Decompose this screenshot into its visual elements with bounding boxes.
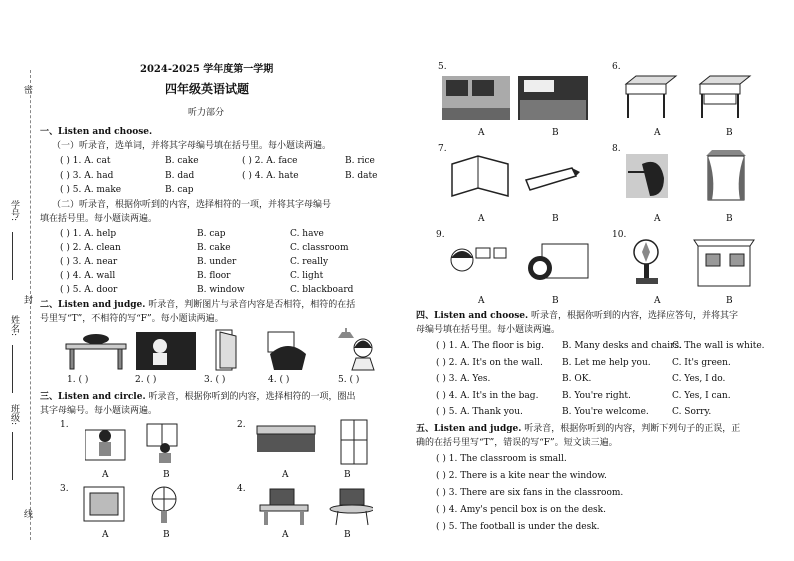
- s1-r5-a: ( ) 5. A. door: [60, 285, 118, 295]
- s1-heading: 一、Listen and choose.: [40, 127, 153, 137]
- s4-r5-a: ( ) 5. A. Thank you.: [436, 407, 523, 417]
- s2-instr2: 号里写“T”，不相符的写“F”。每小题读两遍。: [40, 314, 224, 324]
- exam-subtitle: 听力部分: [188, 108, 225, 118]
- s5-instr1: 听录音，根据你听到的内容，判断下列句子的正误，正: [524, 424, 741, 434]
- s1-q4: ( ) 4. A. hate: [242, 171, 299, 181]
- s1-r4-b: B. floor: [197, 271, 231, 281]
- s5-r4: ( ) 4. Amy's pencil box is on the desk.: [436, 505, 606, 515]
- door-picture: [216, 330, 236, 370]
- s1-r5-c: C. blackboard: [290, 285, 354, 295]
- margin-mi: 密: [24, 86, 34, 96]
- q6-num: 6.: [612, 62, 621, 72]
- s2-pictures: [58, 328, 398, 372]
- s1-q5-b: B. cap: [165, 185, 194, 195]
- s4-r3-a: ( ) 3. A. Yes.: [436, 374, 491, 384]
- s5-heading: 五、Listen and judge.: [416, 424, 522, 434]
- s3-q3-num: 3.: [60, 484, 69, 494]
- s1-q4-b: B. date: [345, 171, 378, 181]
- s3-heading: 三、Listen and circle.: [40, 392, 146, 402]
- s1-r2-c: C. classroom: [290, 243, 349, 253]
- s4-r5-c: C. Sorry.: [672, 407, 712, 417]
- s2-line1: [40, 300, 355, 311]
- s4-r1-a: ( ) 1. A. The floor is big.: [436, 341, 545, 351]
- q9-a[interactable]: A: [478, 296, 485, 306]
- class-line: [12, 432, 13, 480]
- s3-q3-b[interactable]: B: [163, 530, 170, 540]
- s1-r4-a: ( ) 4. A. wall: [60, 271, 116, 281]
- q8-a[interactable]: A: [654, 214, 661, 224]
- s1-q2-b: B. rice: [345, 156, 375, 166]
- s3-q4-pictures: [258, 485, 373, 527]
- q7-b[interactable]: B: [552, 214, 559, 224]
- s3-q4-a[interactable]: A: [282, 530, 289, 540]
- q10-num: 10.: [612, 230, 627, 240]
- q9-pictures: [446, 238, 596, 290]
- s1-r1-b: B. cap: [197, 229, 226, 239]
- s1-r4-c: C. light: [290, 271, 324, 281]
- s3-q2-num: 2.: [237, 420, 246, 430]
- blackboard-picture: [136, 332, 196, 370]
- q7-a[interactable]: A: [478, 214, 485, 224]
- exam-title: 四年级英语试题: [165, 82, 250, 96]
- s1-r1-c: C. have: [290, 229, 324, 239]
- s1-r3-c: C. really: [290, 257, 329, 267]
- margin-xian: 线: [24, 510, 34, 520]
- margin-feng: 封: [24, 296, 34, 306]
- q6-b[interactable]: B: [726, 128, 733, 138]
- s5-instr2: 确的在括号里写“T”，错误的写“F”。短文读三遍。: [416, 438, 618, 448]
- s2-heading: 二、Listen and judge.: [40, 300, 146, 310]
- q6-a[interactable]: A: [654, 128, 661, 138]
- q9-num: 9.: [436, 230, 445, 240]
- s1-q3: ( ) 3. A. had: [60, 171, 114, 181]
- s3-q2-a[interactable]: A: [282, 470, 289, 480]
- name-line: [12, 345, 13, 393]
- s2-answer-3[interactable]: 3. ( ): [204, 375, 226, 385]
- s4-r4-a: ( ) 4. A. It's in the bag.: [436, 391, 539, 401]
- s1-part1-instr: （一）听录音，选单词，并将其字母编号填在括号里。每小题读两遍。: [52, 141, 332, 151]
- s4-r5-b: B. You're welcome.: [562, 407, 649, 417]
- s3-q2-pictures: [255, 418, 375, 468]
- s3-q4-num: 4.: [237, 484, 246, 494]
- s1-r1-a: ( ) 1. A. help: [60, 229, 117, 239]
- s1-r3-b: B. under: [197, 257, 237, 267]
- s1-r2-b: B. cake: [197, 243, 231, 253]
- q7-pictures: [448, 152, 583, 204]
- s3-instr1: 听录音，根据你听到的内容，选择相符的一项，圈出: [148, 392, 356, 402]
- s2-instr1: 听录音，判断图片与录音内容是否相符，相符的在括: [148, 300, 356, 310]
- s4-r2-a: ( ) 2. A. It's on the wall.: [436, 358, 543, 368]
- q5-num: 5.: [438, 62, 447, 72]
- s1-q3-b: B. dad: [165, 171, 195, 181]
- s2-answer-1[interactable]: 1. ( ): [67, 375, 89, 385]
- s3-instr2: 其字母编号。每小题读两遍。: [40, 406, 158, 416]
- q7-num: 7.: [438, 144, 447, 154]
- s4-r3-c: C. Yes, I do.: [672, 374, 726, 384]
- s5-r2: ( ) 2. There is a kite near the window.: [436, 471, 607, 481]
- s4-r1-b: B. Many desks and chairs.: [562, 341, 682, 351]
- q5-b[interactable]: B: [552, 128, 559, 138]
- s3-q1-pictures: [85, 420, 195, 465]
- q8-pictures: [624, 150, 754, 208]
- q9-b[interactable]: B: [552, 296, 559, 306]
- s3-q3-pictures: [82, 483, 192, 525]
- s4-r4-b: B. You're right.: [562, 391, 631, 401]
- s2-answer-4[interactable]: 4. ( ): [268, 375, 290, 385]
- s2-answer-5[interactable]: 5. ( ): [338, 375, 360, 385]
- s5-r5: ( ) 5. The football is under the desk.: [436, 522, 600, 532]
- s3-line1: [40, 392, 355, 403]
- q8-b[interactable]: B: [726, 214, 733, 224]
- student-id-line: [12, 232, 13, 280]
- s4-r3-b: B. OK.: [562, 374, 592, 384]
- s1-q1-b: B. cake: [165, 156, 199, 166]
- s1-q5: ( ) 5. A. make: [60, 185, 122, 195]
- s3-q1-a[interactable]: A: [102, 470, 109, 480]
- s5-line1: [416, 424, 740, 435]
- window-cleaning-picture: [268, 332, 306, 370]
- s4-r1-c: C. The wall is white.: [672, 341, 765, 351]
- s5-r3: ( ) 3. There are six fans in the classroom.: [436, 488, 624, 498]
- q10-b[interactable]: B: [726, 296, 733, 306]
- s1-r2-a: ( ) 2. A. clean: [60, 243, 121, 253]
- s4-heading: 四、Listen and choose.: [416, 311, 529, 321]
- s4-r2-b: B. Let me help you.: [562, 358, 651, 368]
- s1-part2-instr-2: 填在括号里。每小题读两遍。: [40, 214, 158, 224]
- q5-pictures: [440, 72, 590, 124]
- class-label: 班级:: [9, 404, 19, 426]
- s4-r2-c: C. It's green.: [672, 358, 731, 368]
- s1-part2-instr: （二）听录音，根据你听到的内容，选择相符的一项，并将其字母编号: [52, 200, 332, 210]
- q10-a[interactable]: A: [654, 296, 661, 306]
- s4-instr2: 母编号填在括号里。每小题读两遍。: [416, 325, 561, 335]
- q10-pictures: [630, 236, 765, 292]
- s3-q1-num: 1.: [60, 420, 69, 430]
- student-id-label: 学号:: [9, 200, 19, 222]
- s1-q2: ( ) 2. A. face: [242, 156, 298, 166]
- s5-r1: ( ) 1. The classroom is small.: [436, 454, 567, 464]
- s3-q1-b[interactable]: B: [163, 470, 170, 480]
- q6-pictures: [622, 74, 752, 122]
- s1-r5-b: B. window: [197, 285, 245, 295]
- s1-q1: ( ) 1. A. cat: [60, 156, 111, 166]
- s2-answer-2[interactable]: 2. ( ): [135, 375, 157, 385]
- s4-instr1: 听录音，根据你听到的内容，选择应答句，并将其字: [531, 311, 739, 321]
- s3-q4-b[interactable]: B: [344, 530, 351, 540]
- s3-q3-a[interactable]: A: [102, 530, 109, 540]
- s4-r4-c: C. Yes, I can.: [672, 391, 731, 401]
- girl-light-picture: [338, 328, 374, 370]
- q5-a[interactable]: A: [478, 128, 485, 138]
- s1-r3-a: ( ) 3. A. near: [60, 257, 118, 267]
- s3-q2-b[interactable]: B: [344, 470, 351, 480]
- s4-line1: [416, 311, 738, 322]
- q8-num: 8.: [612, 144, 621, 154]
- name-label: 姓名:: [9, 315, 19, 337]
- desk-picture: [66, 334, 126, 369]
- exam-year: 2024-2025 学年度第一学期: [140, 64, 274, 75]
